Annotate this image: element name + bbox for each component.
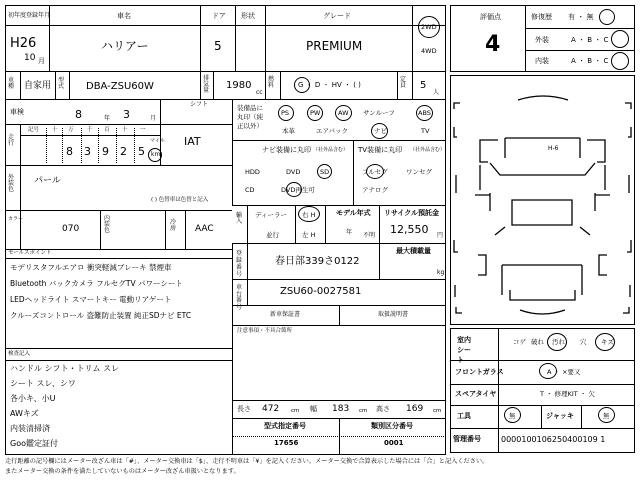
inspector-line: 内装清掃済 [10, 424, 50, 433]
km-label: km [151, 151, 161, 158]
doors-value: 5 [214, 39, 222, 53]
interior-label: 内装 [535, 57, 549, 65]
inspector-line: ハンドル シフト・トリム スレ [10, 364, 120, 373]
diagram-mark: H-6 [548, 145, 559, 152]
car-damage-diagram [450, 75, 635, 325]
handle-right: 右 H [302, 211, 316, 219]
mileage-digit-label: 万 [68, 127, 74, 133]
capacity-value: 5 [420, 80, 427, 91]
ac-value: AAC [195, 224, 214, 234]
grade-value: PREMIUM [306, 39, 363, 53]
color-label: 外装色 [8, 174, 15, 193]
capacity-unit: 人 [433, 89, 440, 96]
navi-item: HDD [245, 168, 260, 176]
seat-condition-item: コゲ [513, 338, 526, 346]
car-name: ハリアー [101, 39, 149, 53]
class-number-label: 類別区分番号 [371, 422, 413, 430]
equipment-item: PW [310, 109, 321, 117]
drive-2wd: 2WD [421, 23, 437, 31]
reg-month: 10 [24, 53, 36, 63]
inspector-line: Goo鑑定証付 [10, 439, 58, 448]
equipment-item: ナビ [374, 127, 387, 135]
interior-color-label: 内装色 [104, 215, 111, 234]
management-label: 管理番号 [453, 435, 481, 443]
displacement-value: 1980 [226, 80, 252, 91]
exterior-grades: A ・ B ・ C [571, 36, 609, 44]
inspection-month-unit: 月 [150, 115, 157, 122]
seat-condition-item: 穴 [580, 338, 587, 346]
vehicle-type: 自家用 [24, 81, 52, 91]
equipment-item: サンルーフ [363, 109, 395, 117]
inspection-label: 車検 [10, 108, 24, 116]
inspector-line: AWキズ [10, 409, 39, 418]
width-value: 183 [332, 404, 350, 414]
vehicle-type-label: 車種 [8, 77, 15, 90]
mileage-digit: 9 [102, 145, 109, 158]
navi-note: （社外品含む） [313, 147, 349, 153]
recycle-amount: 12,550 [390, 223, 429, 236]
color-name: パール [34, 176, 61, 186]
tv-item: アナログ [362, 186, 388, 194]
jack-value: 無 [603, 412, 610, 420]
sales-point-line: クルーズコントロール 盗難防止装置 純正SDナビ ETC [10, 311, 192, 320]
navi-label: ナビ装備に丸印 [262, 146, 311, 154]
ac-label: 冷房 [170, 219, 177, 232]
inspection-month: 3 [123, 108, 130, 121]
shape-label: 形状 [241, 12, 255, 20]
registration-number: 春日部339さ0122 [275, 256, 360, 267]
tools-value: 無 [509, 412, 516, 420]
equipment-item: AW [338, 109, 349, 117]
recycle-label: リサイクル預託金 [384, 209, 440, 217]
inspector-line: シート スレ、シワ [10, 379, 76, 388]
color-code: 070 [62, 224, 80, 234]
exterior-label: 外装 [535, 36, 549, 44]
tv-item: ワンセグ [406, 168, 432, 176]
type-number-label: 型式指定番号 [264, 422, 306, 430]
drive-4wd: 4WD [421, 47, 437, 55]
height-value: 169 [406, 404, 424, 414]
length-value: 472 [262, 404, 280, 414]
mileage-digit: 5 [138, 145, 145, 158]
mileage-digit: 8 [66, 145, 73, 158]
height-unit: cm [433, 408, 442, 414]
equipment-item: エアバック [316, 127, 348, 135]
tv-item: フルセグ [362, 168, 388, 176]
reg-date-label: 初年度登録年月 [8, 12, 51, 19]
notes-label: 注意事項・不具合箇所 [237, 328, 293, 334]
width-label: 幅 [310, 405, 317, 413]
max-load-label: 最大積載量 [396, 247, 431, 255]
mileage-label: 走行 [8, 134, 15, 147]
color-note: ( ) 色替車は色替と記入 [151, 197, 209, 203]
model-year-unknown: 不明 [363, 232, 376, 239]
chassis-number: ZSU60-0027581 [280, 286, 362, 297]
seat-condition-item: キズ [601, 338, 614, 346]
fuel-label: 燃料 [268, 76, 275, 89]
tv-label: TV装備に丸印 [358, 146, 403, 154]
max-load-unit: kg [437, 269, 445, 276]
mileage-digit-label: 十 [52, 127, 58, 133]
footer-line-2: またメーター交換の条件を満たしていないものはメーター改ざん車扱いとなります。 [5, 468, 240, 475]
inspector-label: 検査記入 [8, 351, 31, 357]
interior-grades: A ・ B ・ C [571, 57, 609, 65]
height-label: 高さ [376, 405, 390, 413]
handle-left: 左 H [302, 231, 316, 239]
shift-label: シフト [190, 101, 209, 108]
tv-note: （社外品含む） [410, 147, 446, 153]
import-parallel: 並行 [266, 231, 279, 239]
interior-seat-label: 室内シート [457, 336, 471, 365]
navi-item: DVD [286, 168, 301, 176]
doors-label: ドア [212, 12, 226, 20]
windshield-value: A ・ ×要又 [547, 368, 581, 376]
new-warranty-label: 新車保証書 [270, 311, 301, 318]
width-unit: cm [359, 408, 368, 414]
inspection-year-unit: 年 [104, 115, 111, 122]
sales-point-line: LEDヘッドライト スマートキー 電動リアゲート [10, 295, 172, 304]
reg-month-unit: 月 [38, 57, 45, 65]
jack-label: ジャッキ [546, 412, 574, 420]
seat-condition-item: 汚れ [552, 338, 565, 346]
color-code-label: カラー [8, 216, 24, 222]
displacement-unit: cc [256, 89, 263, 96]
mileage-digit: 2 [120, 145, 127, 158]
mileage-digit-label: 記号 [28, 127, 40, 133]
shift-value: IAT [184, 135, 201, 148]
car-name-label: 車名 [117, 12, 131, 20]
navi-item: DVD再生可 [281, 186, 315, 194]
seat-condition-item: 破れ [531, 338, 544, 346]
sales-point-line: Bluetooth バックカメラ フルセグTV パワーシート [10, 279, 183, 288]
mileage-digit-label: 十 [122, 127, 128, 133]
length-label: 長さ [237, 405, 251, 413]
tools-label: 工具 [457, 412, 471, 420]
model-year-unit: 年 [346, 229, 353, 236]
repair-label: 修復歴 [531, 13, 552, 21]
equipment-item: PS [281, 109, 290, 117]
class-number: 0001 [384, 439, 404, 447]
grade-label: グレード [323, 12, 351, 20]
score-value: 4 [485, 32, 501, 57]
equipment-item: TV [421, 127, 430, 135]
spare-tire-value: T ・ 修理KIT ・ 欠 [540, 390, 595, 398]
equipment-label: 装備品に丸印（純正以外） [237, 104, 263, 130]
inspection-year: 8 [75, 108, 82, 121]
navi-item: SD [320, 168, 330, 176]
mileage-digit-label: 一 [140, 127, 146, 133]
model-value: DBA-ZSU60W [86, 81, 154, 92]
spare-tire-label: スペアタイヤ [455, 390, 497, 398]
score-label: 評価点 [480, 13, 501, 21]
mileage-digit: 3 [84, 145, 91, 158]
model-label: 型式 [58, 77, 65, 90]
type-number: 17656 [274, 439, 299, 447]
repair-options: 有 ・ 無 [568, 13, 594, 21]
recycle-unit: 円 [437, 232, 444, 239]
windshield-label: フロントガラス [455, 368, 504, 376]
import-dealer: ディーラー [255, 211, 287, 219]
length-unit: cm [291, 408, 300, 414]
manual-label: 取扱説明書 [378, 311, 409, 318]
sales-points-label: セールスポイント [8, 250, 52, 256]
reg-era-year: H26 [10, 36, 37, 51]
mileage-digit-label: 千 [87, 127, 93, 133]
equipment-item: 本革 [282, 127, 295, 135]
equipment-item: ABS [418, 109, 431, 117]
navi-item: CD [245, 186, 255, 194]
chassis-label: 車台番号 [236, 284, 243, 311]
registration-label: 登録番号 [236, 250, 243, 278]
mileage-digit-label: 百 [104, 127, 110, 133]
fuel-options: G ・ D ・ HV ・ ( ) [298, 81, 361, 89]
footer-line-1: 走行距離の記号欄にはメーター改ざん車は「#」、メーター交換車は「$」、走行不明車は「¥」を記入ください。メーター交換で合算表示した場合には「合」と記入ください。 [5, 458, 489, 465]
import-label: 輸入 [236, 212, 243, 225]
model-year-label: モデル年式 [336, 209, 371, 217]
inspector-line: 各小キ、小U [10, 394, 56, 403]
sales-point-line: モデリスタフルエアロ 衝突軽減ブレーキ 禁煙車 [10, 263, 172, 272]
displacement-label: 排気量 [203, 75, 210, 94]
management-number: 0000100106250400109 1 [501, 435, 606, 444]
mile-label: マイル [150, 138, 165, 144]
capacity-label: 定員 [400, 76, 407, 89]
